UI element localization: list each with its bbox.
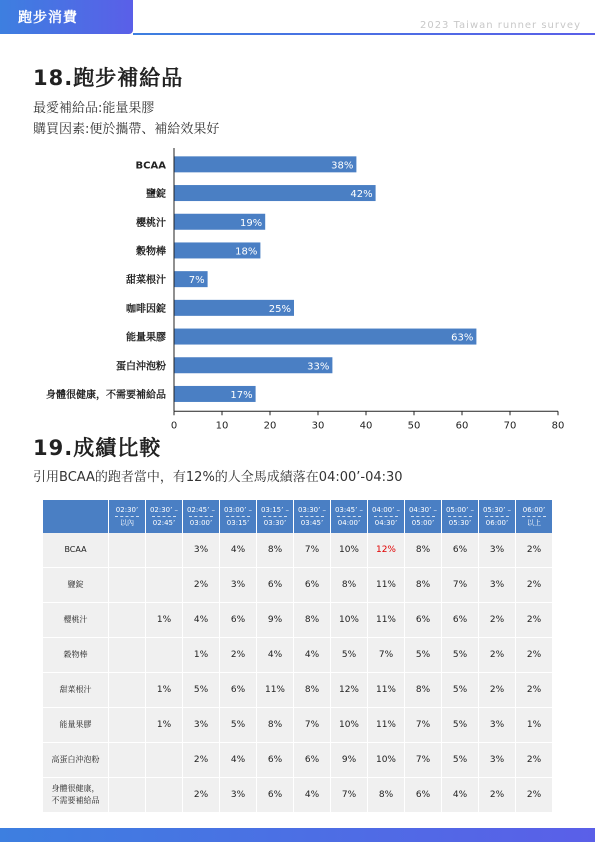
data-label: 42% (350, 189, 373, 201)
column-header-bottom: 03:15’ (226, 516, 250, 529)
column-header-top: 03:15’ – (260, 506, 290, 514)
table-cell: 6% (442, 533, 479, 568)
table-cell: 6% (220, 673, 257, 708)
table-row (43, 568, 553, 603)
finish-time-table (43, 500, 553, 813)
section-18-title: 18.跑步補給品 (33, 66, 184, 90)
column-header-top: 05:00’ – (445, 506, 475, 514)
table-cell: 2% (479, 638, 516, 673)
column-header (516, 500, 553, 533)
table-cell (146, 533, 183, 568)
category-label: 穀物棒 (136, 246, 166, 258)
table-cell (146, 778, 183, 813)
table-cell: 2% (516, 603, 553, 638)
row-label: BCAA (43, 533, 109, 568)
table-cell: 6% (220, 603, 257, 638)
column-header (405, 500, 442, 533)
table-cell: 4% (220, 533, 257, 568)
header-rule (133, 33, 595, 35)
column-header (442, 500, 479, 533)
table-cell (109, 568, 146, 603)
table-cell: 8% (294, 673, 331, 708)
column-header-bottom: 03:45’ (300, 516, 324, 529)
row-label: 穀物棒 (43, 638, 109, 673)
row-label: 高蛋白沖泡粉 (43, 743, 109, 778)
table-cell: 8% (405, 533, 442, 568)
table-cell: 1% (183, 638, 220, 673)
table-row (43, 708, 553, 743)
table-cell: 5% (442, 708, 479, 743)
table-cell: 11% (368, 568, 405, 603)
column-header-top: 03:30’ – (297, 506, 327, 514)
column-header-bottom: 以上 (522, 516, 546, 529)
data-label: 33% (307, 361, 330, 373)
column-header-top: 02:30’ – (149, 506, 179, 514)
table-cell: 4% (294, 638, 331, 673)
supplement-bar-chart (0, 140, 595, 432)
table-cell: 4% (294, 778, 331, 813)
column-header-bottom: 04:00’ (337, 516, 361, 529)
column-header (220, 500, 257, 533)
column-header (146, 500, 183, 533)
column-header-bottom: 05:00’ (411, 516, 435, 529)
row-label: 甜菜根汁 (43, 673, 109, 708)
row-label: 鹽錠 (43, 568, 109, 603)
table-cell: 6% (405, 603, 442, 638)
table-cell: 1% (146, 603, 183, 638)
table-cell (109, 708, 146, 743)
row-label: 能量果膠 (43, 708, 109, 743)
table-cell (109, 638, 146, 673)
table-cell: 5% (442, 743, 479, 778)
table-cell: 10% (331, 708, 368, 743)
table-cell: 7% (294, 708, 331, 743)
x-tick-label: 20 (263, 420, 277, 432)
table-cell: 7% (442, 568, 479, 603)
purchase-factor-line: 購買因素:便於攜帶、補給效果好 (33, 122, 220, 137)
table-cell: 2% (479, 673, 516, 708)
table-cell: 8% (257, 533, 294, 568)
table-cell: 3% (479, 568, 516, 603)
column-header-bottom: 02:45’ (152, 516, 176, 529)
column-header-top: 02:45’ – (186, 506, 216, 514)
column-header-top: 05:30’ – (482, 506, 512, 514)
bar (174, 185, 376, 201)
table-cell: 6% (442, 603, 479, 638)
table-cell: 1% (516, 708, 553, 743)
table-cell: 2% (183, 568, 220, 603)
table-cell: 2% (183, 778, 220, 813)
bar (174, 156, 356, 172)
table-cell: 11% (368, 708, 405, 743)
table-cell: 8% (405, 568, 442, 603)
column-header-bottom: 03:00’ (189, 516, 213, 529)
table-corner (43, 500, 109, 533)
column-header (331, 500, 368, 533)
table-cell: 9% (257, 603, 294, 638)
data-label: 17% (230, 389, 253, 401)
x-tick-label: 80 (551, 420, 565, 432)
table-cell (109, 778, 146, 813)
column-header (368, 500, 405, 533)
table-cell: 8% (294, 603, 331, 638)
column-header-bottom: 以內 (115, 516, 139, 529)
table-cell: 3% (183, 708, 220, 743)
table-cell: 2% (516, 778, 553, 813)
table-cell: 4% (442, 778, 479, 813)
table-cell: 2% (516, 743, 553, 778)
table-cell: 3% (220, 568, 257, 603)
table-cell: 9% (331, 743, 368, 778)
table-cell: 11% (368, 603, 405, 638)
table-cell: 12% (368, 533, 405, 568)
column-header-top: 03:00’ – (223, 506, 253, 514)
data-label: 7% (188, 275, 205, 287)
table-cell (109, 603, 146, 638)
table-cell: 11% (257, 673, 294, 708)
header-tab (0, 0, 133, 34)
table-cell: 3% (479, 743, 516, 778)
column-header-top: 06:00’ (522, 506, 546, 514)
table-cell: 1% (146, 673, 183, 708)
x-tick-label: 50 (407, 420, 421, 432)
table-cell: 8% (331, 568, 368, 603)
table-cell: 5% (331, 638, 368, 673)
column-header (294, 500, 331, 533)
table-cell: 3% (183, 533, 220, 568)
table-cell: 10% (331, 533, 368, 568)
data-label: 18% (235, 246, 258, 258)
column-header-top: 04:30’ – (408, 506, 438, 514)
column-header-bottom: 06:00’ (485, 516, 509, 529)
section-19-title: 19.成績比較 (33, 436, 162, 460)
table-cell (109, 533, 146, 568)
table-cell: 7% (405, 708, 442, 743)
data-label: 63% (451, 332, 474, 344)
table-cell: 6% (294, 568, 331, 603)
table-cell (109, 743, 146, 778)
category-label: 咖啡因錠 (126, 303, 166, 315)
x-tick-label: 60 (455, 420, 469, 432)
table-cell: 6% (294, 743, 331, 778)
table-cell: 6% (257, 778, 294, 813)
table-row (43, 638, 553, 673)
column-header-top: 02:30’ (115, 506, 139, 514)
table-cell: 8% (368, 778, 405, 813)
table-cell: 5% (442, 673, 479, 708)
table-cell: 2% (516, 673, 553, 708)
category-label: 能量果膠 (126, 332, 166, 344)
table-row (43, 673, 553, 708)
column-header (479, 500, 516, 533)
category-label: 櫻桃汁 (136, 217, 166, 229)
table-cell: 3% (479, 533, 516, 568)
bar (174, 329, 476, 345)
table-cell: 2% (516, 568, 553, 603)
table-cell: 7% (368, 638, 405, 673)
table-cell: 4% (220, 743, 257, 778)
category-label: 蛋白沖泡粉 (116, 361, 166, 373)
column-header-bottom: 05:30’ (448, 516, 472, 529)
table-cell: 5% (442, 638, 479, 673)
table-cell: 7% (294, 533, 331, 568)
x-tick-label: 40 (359, 420, 373, 432)
table-cell: 3% (220, 778, 257, 813)
table-cell: 5% (183, 673, 220, 708)
survey-label: 2023 Taiwan runner survey (419, 20, 581, 31)
row-label: 櫻桃汁 (43, 603, 109, 638)
table-cell: 7% (331, 778, 368, 813)
table-cell: 10% (331, 603, 368, 638)
table-cell: 3% (479, 708, 516, 743)
table-cell: 4% (257, 638, 294, 673)
x-tick-label: 0 (170, 420, 178, 432)
column-header-bottom: 03:30’ (263, 516, 287, 529)
x-tick-label: 10 (215, 420, 229, 432)
x-tick-label: 30 (311, 420, 325, 432)
table-cell: 10% (368, 743, 405, 778)
table-cell: 2% (516, 638, 553, 673)
category-label: 甜菜根汁 (126, 275, 166, 287)
table-cell: 2% (183, 743, 220, 778)
table-cell: 2% (479, 778, 516, 813)
table-cell: 2% (220, 638, 257, 673)
table-cell: 11% (368, 673, 405, 708)
table-cell: 1% (146, 708, 183, 743)
column-header (183, 500, 220, 533)
table-cell: 8% (405, 673, 442, 708)
table-cell: 4% (183, 603, 220, 638)
table-cell (146, 638, 183, 673)
table-cell (109, 673, 146, 708)
column-header-bottom: 04:30’ (374, 516, 398, 529)
table-cell: 5% (220, 708, 257, 743)
x-tick-label: 70 (503, 420, 517, 432)
column-header (109, 500, 146, 533)
footer-bar (0, 828, 595, 842)
table-cell: 6% (405, 778, 442, 813)
column-header (257, 500, 294, 533)
category-label: 鹽錠 (146, 189, 166, 201)
table-row (43, 743, 553, 778)
category-label: 身體很健康，不需要補給品 (46, 389, 166, 401)
table-cell (146, 568, 183, 603)
table-cell (146, 743, 183, 778)
data-label: 25% (268, 303, 291, 315)
header-tab-label: 跑步消費 (18, 10, 78, 26)
favorite-supplement-line: 最愛補給品:能量果膠 (33, 101, 155, 116)
section-19-subtitle: 引用BCAA的跑者當中，有12%的人全馬成績落在04:00’-04:30 (33, 470, 403, 485)
table-row (43, 533, 553, 568)
row-label: 身體很健康， 不需要補給品 (43, 778, 109, 813)
data-label: 19% (239, 217, 263, 229)
column-header-top: 04:00’ – (371, 506, 401, 514)
table-cell: 12% (331, 673, 368, 708)
table-cell: 2% (516, 533, 553, 568)
table-cell: 8% (257, 708, 294, 743)
table-cell: 5% (405, 638, 442, 673)
table-cell: 6% (257, 568, 294, 603)
table-row (43, 778, 553, 813)
column-header-top: 03:45’ – (334, 506, 364, 514)
table-cell: 2% (479, 603, 516, 638)
table-cell: 6% (257, 743, 294, 778)
data-label: 38% (331, 160, 354, 172)
category-label: BCAA (135, 160, 166, 172)
table-row (43, 603, 553, 638)
table-cell: 7% (405, 743, 442, 778)
